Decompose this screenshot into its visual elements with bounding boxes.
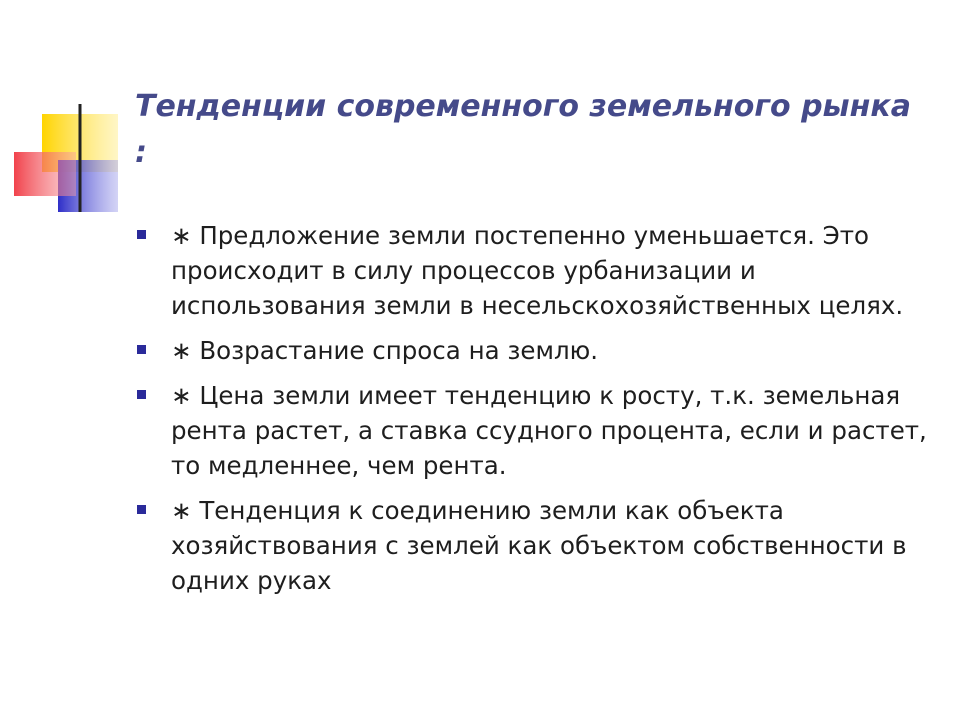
list-item-text: ∗ Возрастание спроса на землю.	[171, 336, 599, 365]
square-bullet-icon	[137, 390, 146, 399]
list-item	[135, 218, 935, 323]
square-bullet-icon	[137, 345, 146, 354]
list-item-text: ∗ Цена земли имеет тенденцию к росту, т.к. земельная рента растет, а ставка ссудного процента, если и растет, то медленнее, чем рента.	[171, 381, 927, 480]
square-bullet-icon	[137, 230, 146, 239]
slide-title: Тенденции современного земельного рынка :	[135, 89, 912, 170]
list-item	[135, 333, 935, 368]
square-bullet-icon	[137, 505, 146, 514]
list-item	[135, 378, 935, 483]
list-item-text: ∗ Тенденция к соединению земли как объекта хозяйствования с землей как объектом собственности в одних руках	[171, 496, 907, 595]
bullet-list	[135, 218, 935, 608]
list-item-text: ∗ Предложение земли постепенно уменьшается. Это происходит в силу процессов урбанизации и использования земли в несельскохозяйственных целях.	[171, 221, 904, 320]
list-item	[135, 493, 935, 598]
